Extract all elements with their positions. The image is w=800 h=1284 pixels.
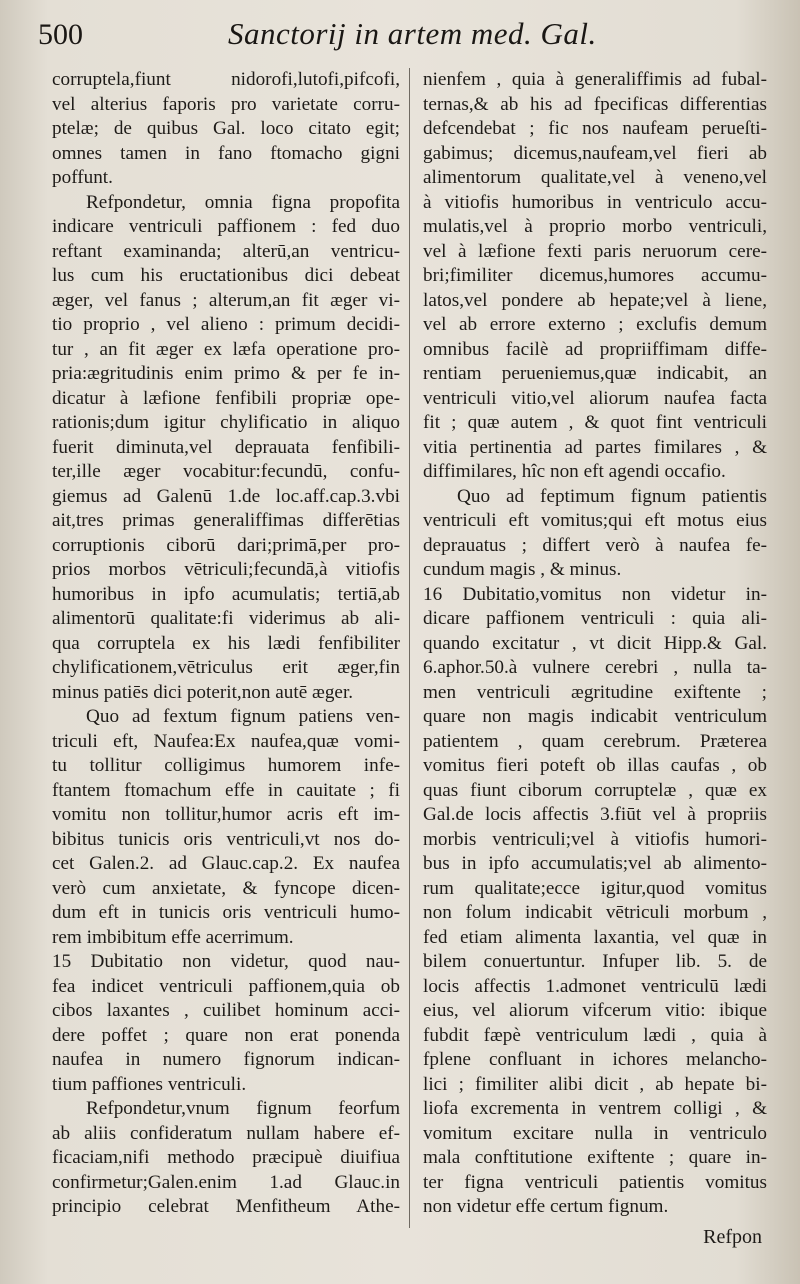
- text-line: fplene confluant in ichores melancho-: [423, 1049, 767, 1070]
- text-line: cet Galen.2. ad Glauc.cap.2. Ex naufea: [52, 853, 400, 874]
- text-line: cundum magis , & minus.: [423, 559, 622, 580]
- text-line: Refpondetur, omnia figna propofita: [86, 191, 400, 213]
- text-line: rationis;dum igitur chylificatio in aliquo: [52, 412, 400, 433]
- text-line: ab aliis confideratum nullam habere ef-: [52, 1122, 400, 1144]
- text-line: deprauatus ; differt verò à naufea fe-: [423, 534, 767, 556]
- text-line: æger, vel fanus ; alterum,an fit æger vi-: [52, 289, 400, 311]
- text-line: corruptela,fiunt nidorofi,lutofi,pifcofi,: [52, 69, 400, 90]
- text-line: reftant examinanda; alterū,an ventricu-: [52, 240, 400, 262]
- text-line: tur , an fit æger ex læfa operatione pro-: [52, 338, 400, 360]
- text-line: vomitus fieri poteft ob illas caufas , ob: [423, 755, 767, 776]
- text-line: mala conftitutione exiftente ; quare in-: [423, 1147, 767, 1168]
- text-line: ter figna ventriculi patientis vomitus: [423, 1171, 767, 1193]
- text-line: vel alterius faporis pro varietate corru-: [52, 93, 400, 115]
- text-line: diffimilares, hîc non eft agendi occafio.: [423, 461, 726, 482]
- text-line: 16 Dubitatio,vomitus non videtur in-: [423, 583, 767, 605]
- text-line: 15 Dubitatio non videtur, quod nau-: [52, 951, 400, 972]
- text-line: omnibus facilè ad propriiffimam diffe-: [423, 338, 767, 360]
- text-line: latos,vel pondere ab hepate;vel à liene,: [423, 289, 767, 311]
- text-line: defcendebat ; fic nos naufeam perueſti-: [423, 118, 767, 139]
- text-line: vomitu non tollitur,humor acris eft im-: [52, 804, 400, 825]
- text-line: minus patiēs dici poterit,non autē æger.: [52, 681, 354, 703]
- text-line: chylificationem,vētriculus erit æger,fin: [52, 657, 400, 678]
- text-line: vitia pertinentia ad partes fimilares , &: [423, 436, 767, 458]
- text-line: corruptionis ciborū dari;primā,per pro-: [52, 534, 400, 556]
- text-line: gabimus; dicemus,naufeam,vel fieri ab: [423, 142, 767, 164]
- text-line: ait,tres primas generaliffimas differētias: [52, 510, 400, 531]
- text-line: dicatur à læfione fenfibili propriæ ope-: [52, 387, 400, 409]
- text-line: nienfem , quia à generaliffimis ad fubal-: [423, 69, 767, 90]
- text-line: vel à læfione fexti paris neruorum cere-: [423, 240, 767, 262]
- text-line: dum eft in tunicis oris ventriculi humo-: [52, 902, 400, 923]
- text-line: locis affectis 1.admonet ventriculū lædi: [423, 975, 767, 997]
- text-line: liofa excrementa in ventrem colligi , &: [423, 1098, 767, 1119]
- text-line: quas fiunt ciborum corruptelæ , quæ ex: [423, 779, 767, 801]
- text-line: lus cum his eructationibus dici debeat: [52, 265, 400, 286]
- text-line: prios morbos vētriculi;fecundā,à vitiofis: [52, 559, 400, 580]
- text-line: principio celebrat Menfitheum Athe-: [52, 1196, 400, 1217]
- text-line: alimentorū qualitate:fi viderimus ab ali-: [52, 608, 400, 629]
- text-line: fit ; quæ autem , & quot fint ventriculi: [423, 412, 767, 433]
- right-text-column: [423, 68, 767, 1220]
- text-line: alimentorum qualitate,vel à veneno,vel: [423, 167, 767, 188]
- text-line: vel ab errore externo ; exclufis demum: [423, 314, 767, 335]
- text-line: humoribus in ipfo acumulatis; tertiā,ab: [52, 583, 400, 605]
- text-line: ftantem ftomachum effe in cauitate ; fi: [52, 779, 400, 801]
- text-line: fuerit diminuta,vel deprauata fenfibili-: [52, 436, 400, 458]
- text-line: ptelæ; de quibus Gal. loco citato egit;: [52, 118, 400, 139]
- text-line: ventriculi eft vomitus;qui eft motus eius: [423, 510, 767, 531]
- text-line: cibos laxantes , cuilibet hominum acci-: [52, 1000, 400, 1021]
- text-line: eius, vel aliorum vifcerum vitio: ibique: [423, 1000, 767, 1021]
- text-line: morbis ventriculi;vel à vitiofis humori-: [423, 828, 767, 850]
- text-line: pria:ægritudinis enim primo & per fe in-: [52, 363, 400, 384]
- text-line: quando excitatur , vt dicit Hipp.& Gal.: [423, 632, 767, 654]
- text-line: fed etiam alimenta laxantia, vel quæ in: [423, 926, 767, 948]
- text-line: ter,ille æger vocabitur:fecundū, confu-: [52, 461, 400, 482]
- text-line: rum qualitate;ecce igitur,quod vomitus: [423, 877, 767, 899]
- text-line: indicare ventriculi paffionem : fed duo: [52, 216, 400, 237]
- catchword: Refpon: [703, 1226, 762, 1248]
- text-line: men ventriculi ægritudine exiftente ;: [423, 681, 767, 703]
- text-line: rem imbibitum effe acerrimum.: [52, 926, 294, 948]
- page-number: 500: [38, 18, 83, 51]
- text-line: 6.aphor.50.à vulnere cerebri , nulla ta-: [423, 657, 767, 678]
- text-line: triculi eft, Naufea:Ex naufea,quæ vomi-: [52, 730, 400, 752]
- text-line: Quo ad feptimum fignum patientis: [457, 485, 767, 507]
- text-line: bibitus tunicis oris ventriculi,vt nos do-: [52, 828, 400, 850]
- text-line: quare non magis indicabit ventriculum: [423, 706, 767, 727]
- text-line: Refpondetur,vnum fignum feorfum: [86, 1098, 400, 1119]
- running-title: Sanctorij in artem med. Gal.: [228, 16, 597, 51]
- text-line: tu tollitur colligimus humorem infe-: [52, 755, 400, 776]
- text-line: naufea in numero fignorum indican-: [52, 1049, 400, 1070]
- text-line: lici ; fimiliter alibi dicit , ab hepate bi-: [423, 1073, 767, 1095]
- text-line: dicare paffionem ventriculi : quia ali-: [423, 608, 767, 629]
- text-line: qua corruptela ex his lædi fenfibiliter: [52, 632, 400, 654]
- text-line: patientem , quam cerebrum. Præterea: [423, 730, 767, 752]
- text-line: ternas,& ab his ad fpecificas differentias: [423, 93, 767, 115]
- text-line: vomitum excitare nulla in ventriculo: [423, 1122, 767, 1144]
- text-line: dere poffet ; quare non erat ponenda: [52, 1024, 400, 1046]
- page-header: [38, 14, 778, 62]
- text-line: fea indicet ventriculi paffionem,quia ob: [52, 975, 400, 997]
- text-line: non folum indicabit vētriculi morbum ,: [423, 902, 767, 923]
- text-line: bus in ipfo accumulatis;vel ab alimento-: [423, 853, 767, 874]
- text-line: fubdit fæpè ventriculum lædi , quia à: [423, 1024, 767, 1046]
- text-line: giemus ad Galenū 1.de loc.aff.cap.3.vbi: [52, 485, 400, 507]
- text-line: ficaciam,nifi methodo præcipuè diuifiua: [52, 1147, 400, 1168]
- text-line: mulatis,vel à proprio morbo ventriculi,: [423, 216, 767, 237]
- text-line: rentiam perueniemus,quæ indicabit, an: [423, 363, 767, 384]
- text-line: tium paffiones ventriculi.: [52, 1073, 247, 1095]
- text-line: verò cum anxietate, & fyncope dicen-: [52, 877, 400, 899]
- column-divider: [409, 68, 410, 1228]
- text-line: omnes tamen in fano ftomacho gigni: [52, 142, 400, 164]
- text-line: bri;fimiliter dicemus,humores accumu-: [423, 265, 767, 286]
- text-line: à vitiofis humoribus in ventriculo accu-: [423, 191, 767, 213]
- text-line: confirmetur;Galen.enim 1.ad Glauc.in: [52, 1171, 400, 1193]
- text-line: bilem conuertuntur. Infuper lib. 5. de: [423, 951, 767, 972]
- text-line: non videtur effe certum fignum.: [423, 1196, 669, 1217]
- text-line: poffunt.: [52, 167, 113, 188]
- text-line: ventriculi vitio,vel aliorum naufea facta: [423, 387, 767, 409]
- text-line: Gal.de locis affectis 3.fiūt vel à propriis: [423, 804, 767, 825]
- text-line: tio proprio , vel alieno : primum decidi-: [52, 314, 400, 335]
- left-text-column: [52, 68, 400, 1220]
- text-line: Quo ad fextum fignum patiens ven-: [86, 706, 400, 727]
